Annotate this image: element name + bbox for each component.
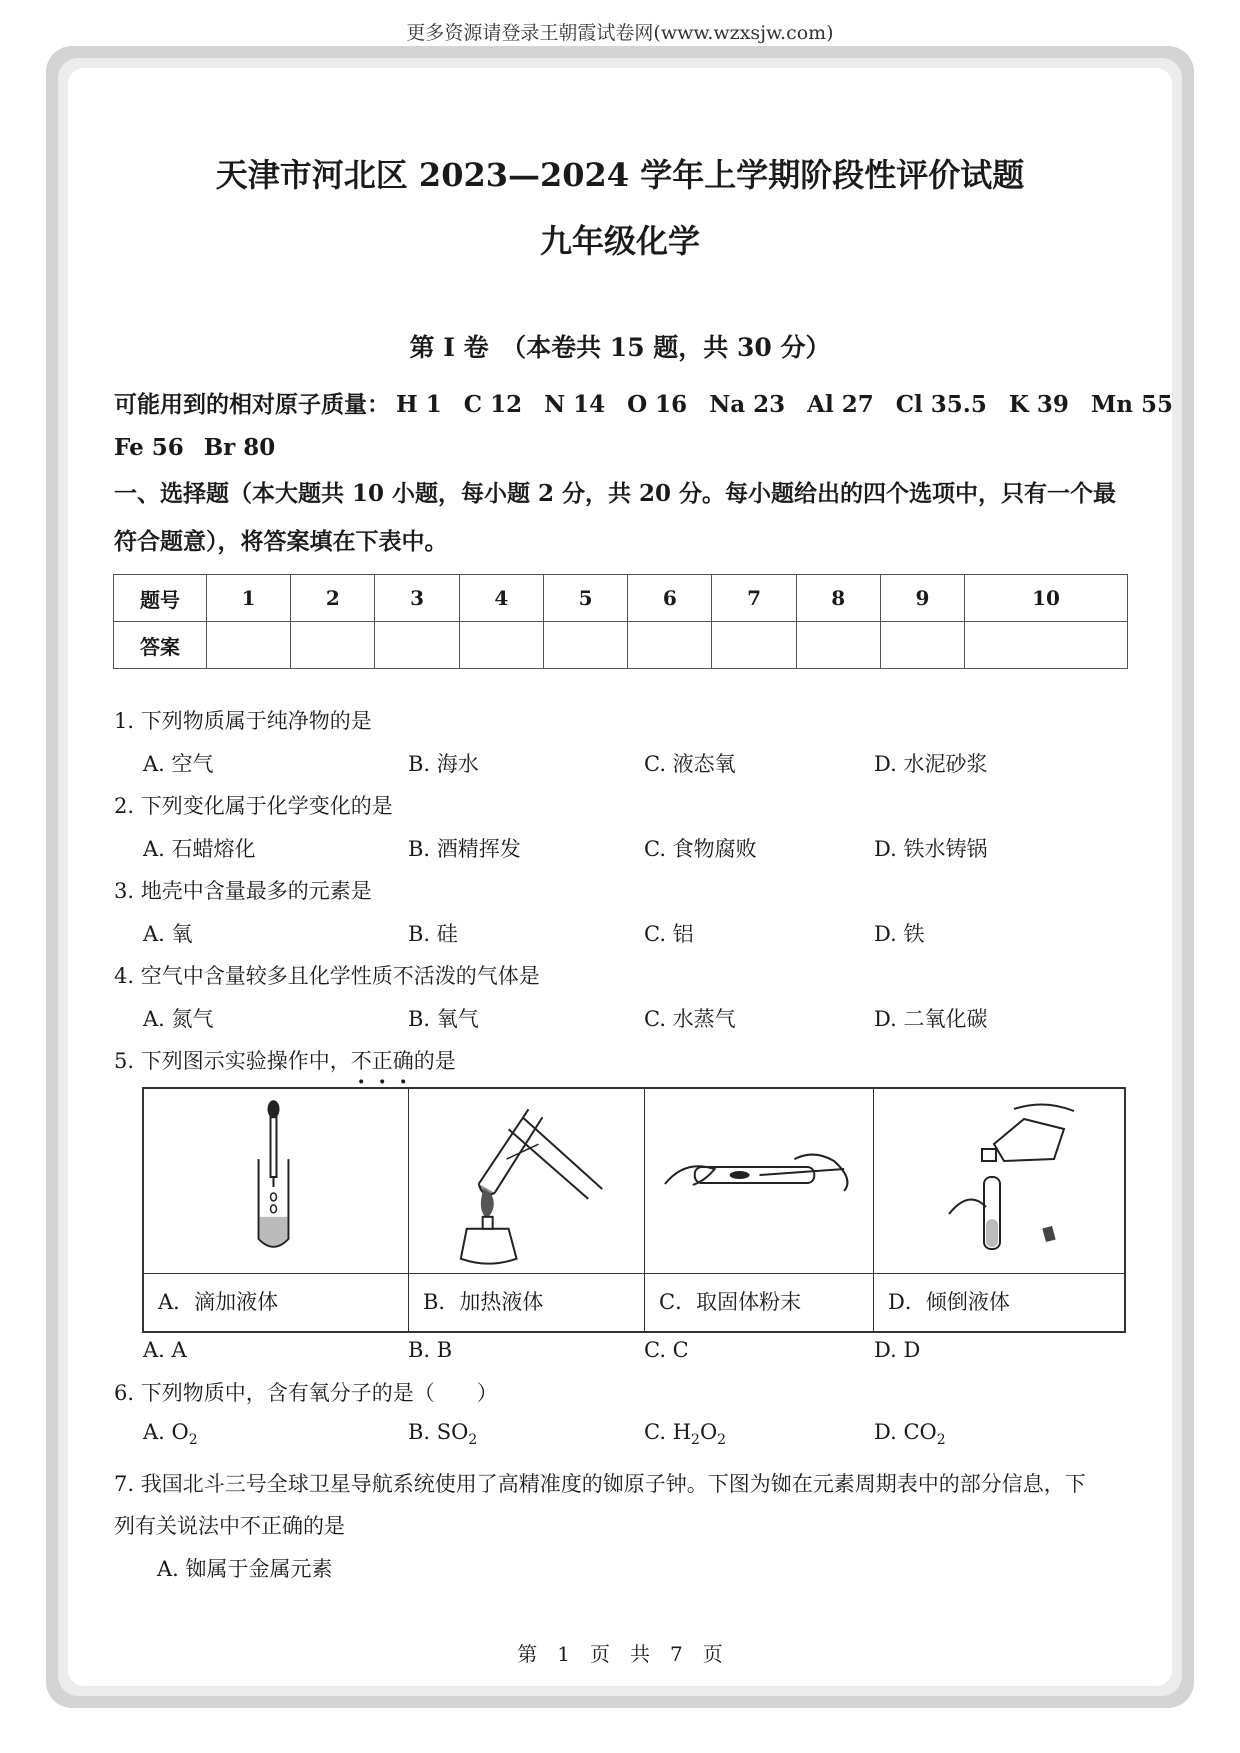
- atomic-mass-item: N 14: [544, 391, 606, 418]
- figure-caption-c: C．取固体粉末: [645, 1273, 873, 1331]
- atomic-masses-line2: [114, 434, 275, 461]
- question-number-cell: 10: [965, 575, 1128, 622]
- question-5-stem: [114, 1045, 456, 1075]
- question-option: C. C: [644, 1338, 689, 1362]
- emphasis-char: 正: [371, 1049, 393, 1073]
- formula-part: SO: [436, 1420, 469, 1444]
- figure-caption-b: B．加热液体: [409, 1273, 644, 1331]
- page-footer: 第 1 页 共 7 页: [517, 1642, 723, 1666]
- formula-part: O: [171, 1420, 189, 1444]
- atomic-mass-item: O 16: [627, 391, 688, 418]
- answer-cell[interactable]: [291, 622, 375, 669]
- atomic-mass-item: Al 27: [807, 391, 874, 418]
- question-option: [408, 1420, 477, 1448]
- question-option: [644, 1420, 726, 1448]
- figure-cell-c: [645, 1089, 874, 1331]
- atomic-masses-line1: [114, 386, 1195, 419]
- question-option: A. 氮气: [143, 1007, 214, 1031]
- question-option: D. 铁水铸锅: [874, 837, 988, 861]
- pouring-liquid-image: [874, 1089, 1124, 1271]
- figure-caption-d: D．倾倒液体: [874, 1273, 1124, 1331]
- question-option: A. A: [143, 1338, 187, 1362]
- question-stem: 6. 下列物质中，含有氧分子的是（ ）: [114, 1381, 498, 1405]
- volume-heading: 第 I 卷 （本卷共 15 题，共 30 分）: [409, 333, 831, 362]
- question-number-cell: 6: [628, 575, 712, 622]
- answer-cell[interactable]: [375, 622, 459, 669]
- question-number-cell: 5: [543, 575, 627, 622]
- option-letter: D.: [874, 1420, 897, 1444]
- answer-cell[interactable]: [628, 622, 712, 669]
- emphasis-char: 不: [350, 1049, 372, 1073]
- figure-caption-a: A．滴加液体: [144, 1273, 408, 1331]
- answer-cell[interactable]: [796, 622, 880, 669]
- formula-part: O: [699, 1420, 718, 1444]
- emphasis-char: 确: [392, 1049, 414, 1073]
- dropper-test-tube-image: [144, 1089, 408, 1271]
- formula-subscript: 2: [691, 1432, 700, 1449]
- answer-table-label: 题号: [114, 575, 207, 622]
- answer-cell[interactable]: [207, 622, 291, 669]
- emphasis-dotted: [351, 1049, 414, 1073]
- question-option: C. 铝: [644, 922, 694, 946]
- question-stem: 2. 下列变化属于化学变化的是: [114, 794, 393, 818]
- question-number-cell: 7: [712, 575, 796, 622]
- answer-cell[interactable]: [712, 622, 796, 669]
- answer-cell[interactable]: [965, 622, 1128, 669]
- answer-cell[interactable]: [543, 622, 627, 669]
- watermark-text: 更多资源请登录王朝霞试卷网(www.wzxsjw.com): [406, 22, 834, 44]
- question-option: C. 水蒸气: [644, 1007, 736, 1031]
- question-option: A. 空气: [143, 752, 214, 776]
- question-option: D. 二氧化碳: [874, 1007, 988, 1031]
- question-stem: 4. 空气中含量较多且化学性质不活泼的气体是: [114, 964, 540, 988]
- question-number-cell: 2: [291, 575, 375, 622]
- question-option: A. 铷属于金属元素: [157, 1557, 333, 1581]
- answer-table-header-row: [114, 575, 1128, 622]
- heating-liquid-image: [409, 1089, 644, 1271]
- answer-table-answer-row: [114, 622, 1128, 669]
- figure-cell-a: [144, 1089, 409, 1331]
- answer-table: [113, 574, 1128, 669]
- question-option: A. 石蜡熔化: [143, 837, 256, 861]
- figure-cell-b: [409, 1089, 645, 1331]
- formula-subscript: 2: [188, 1432, 198, 1449]
- question-option: D. 铁: [874, 922, 925, 946]
- figure-cell-d: [874, 1089, 1124, 1331]
- atomic-mass-item: Mn 55: [1090, 391, 1174, 418]
- atomic-mass-item: Fe 56: [114, 434, 184, 461]
- question-option: B. 酒精挥发: [408, 837, 521, 861]
- atomic-mass-item: K 39: [1008, 391, 1069, 418]
- solid-powder-image: [645, 1089, 873, 1271]
- question-option: D. D: [874, 1338, 921, 1362]
- question-option: B. 硅: [408, 922, 458, 946]
- question-5-stem-suffix: 的是: [413, 1049, 456, 1073]
- answer-row-label: 答案: [114, 622, 207, 669]
- question-number-cell: 9: [880, 575, 964, 622]
- formula-subscript: 2: [717, 1432, 727, 1449]
- question-stem: 3. 地壳中含量最多的元素是: [114, 879, 372, 903]
- answer-cell[interactable]: [459, 622, 543, 669]
- formula-subscript: 2: [468, 1432, 478, 1449]
- question-option: C. 食物腐败: [644, 837, 757, 861]
- question-7-stem-line2: 列有关说法中不正确的是: [114, 1514, 345, 1538]
- question-option: A. 氧: [143, 922, 193, 946]
- question-option: B. 海水: [408, 752, 479, 776]
- atomic-mass-item: C 12: [463, 391, 523, 418]
- question-option: D. 水泥砂浆: [874, 752, 988, 776]
- formula-subscript: 2: [936, 1432, 946, 1449]
- question-stem: 1. 下列物质属于纯净物的是: [114, 709, 372, 733]
- atomic-mass-item: H 1: [396, 391, 442, 418]
- question-number-cell: 8: [796, 575, 880, 622]
- question-5-stem-prefix: 5. 下列图示实验操作中，: [114, 1049, 351, 1073]
- exam-subtitle: 九年级化学: [539, 222, 700, 260]
- lab-figure-table: [142, 1087, 1126, 1333]
- formula-part: CO: [903, 1420, 937, 1444]
- question-7-stem-line1: 7. 我国北斗三号全球卫星导航系统使用了高精准度的铷原子钟。下图为铷在元素周期表中的部分信息，下: [114, 1472, 1086, 1496]
- option-letter: B.: [408, 1420, 431, 1444]
- option-letter: A.: [143, 1420, 165, 1444]
- question-number-cell: 1: [207, 575, 291, 622]
- question-option: B. 氧气: [408, 1007, 479, 1031]
- question-number-cell: 3: [375, 575, 459, 622]
- atomic-mass-item: Br 80: [203, 434, 276, 461]
- question-number-cell: 4: [459, 575, 543, 622]
- question-option: B. B: [408, 1338, 453, 1362]
- section-instructions: 一、选择题（本大题共 10 小题，每小题 2 分，共 20 分。每小题给出的四个选项中，只有一个最符合题意），将答案填在下表中。: [114, 480, 1117, 555]
- atomic-masses-label: 可能用到的相对原子质量：: [114, 391, 390, 418]
- exam-title: 天津市河北区 2023—2024 学年上学期阶段性评价试题: [215, 156, 1025, 194]
- answer-cell[interactable]: [880, 622, 964, 669]
- option-letter: C.: [644, 1420, 666, 1444]
- atomic-mass-item: Na 23: [709, 391, 786, 418]
- atomic-mass-item: Cl 35.5: [895, 391, 987, 418]
- formula-part: H: [672, 1420, 692, 1444]
- question-option: C. 液态氧: [644, 752, 736, 776]
- question-option: [874, 1420, 946, 1448]
- question-option: [143, 1420, 198, 1448]
